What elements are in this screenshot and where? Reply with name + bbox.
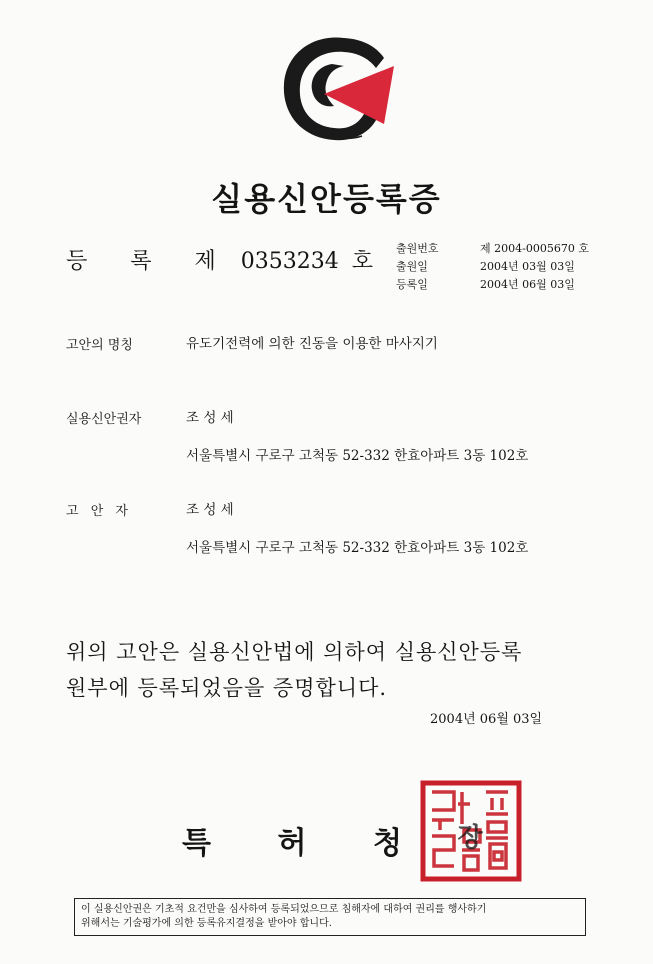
- notice-line: 이 실용신안권은 기초적 요건만을 심사하여 등록되었으므로 침해자에 대하여 권리를 행사하기: [81, 904, 487, 915]
- meta-label: 등록일: [396, 278, 428, 291]
- owner-name: 조 성 세: [186, 410, 234, 426]
- notice-box: [74, 898, 586, 936]
- owner-address: 서울특별시 구로구 고척동 52-332 한효아파트 3동 102호: [186, 448, 529, 464]
- meta-value: 2004년 06월 03일: [480, 278, 575, 291]
- issuer-char: 특: [182, 826, 211, 861]
- certificate-title: 실용신안등록증: [211, 180, 442, 218]
- registration-suffix: 호: [351, 249, 373, 274]
- inventor-address: 서울특별시 구로구 고척동 52-332 한효아파트 3동 102호: [186, 540, 529, 556]
- issuer-name: [182, 818, 402, 862]
- owner-label: 실용신안권자: [66, 412, 142, 427]
- issue-date: 2004년 06월 03일: [430, 712, 543, 727]
- certification-statement-line1: 위의 고안은 실용신안법에 의하여 실용신안등록: [66, 640, 523, 664]
- meta-label: 출원번호: [396, 242, 439, 255]
- government-emblem-icon: [272, 28, 402, 150]
- registration-number-value: 0353234: [240, 249, 339, 274]
- inventor-label: 고 안 자: [66, 504, 132, 519]
- application-meta: [396, 240, 589, 294]
- inventor-name: 조 성 세: [186, 502, 234, 518]
- device-name: 유도기전력에 의한 진동을 이용한 마사지기: [186, 336, 438, 352]
- svg-text:장: 장: [457, 823, 483, 853]
- meta-row: [396, 240, 589, 258]
- device-name-label: 고안의 명칭: [66, 338, 133, 353]
- meta-row: [396, 276, 589, 294]
- meta-value: 2004년 03월 03일: [480, 260, 575, 273]
- notice-line: 위해서는 기술평가에 의한 등록유지결정을 받아야 합니다.: [81, 918, 332, 929]
- meta-value: 제 2004-0005670 호: [480, 242, 589, 255]
- certification-statement-line2: 원부에 등록되었음을 증명합니다.: [66, 676, 388, 700]
- meta-row: [396, 258, 589, 276]
- official-seal-stamp: [420, 780, 522, 882]
- registration-label: 등 록 제: [66, 249, 234, 274]
- issuer-char: 청: [373, 826, 402, 861]
- issuer-char: 허: [277, 826, 307, 861]
- registration-number: [66, 244, 373, 275]
- meta-label: 출원일: [396, 260, 428, 273]
